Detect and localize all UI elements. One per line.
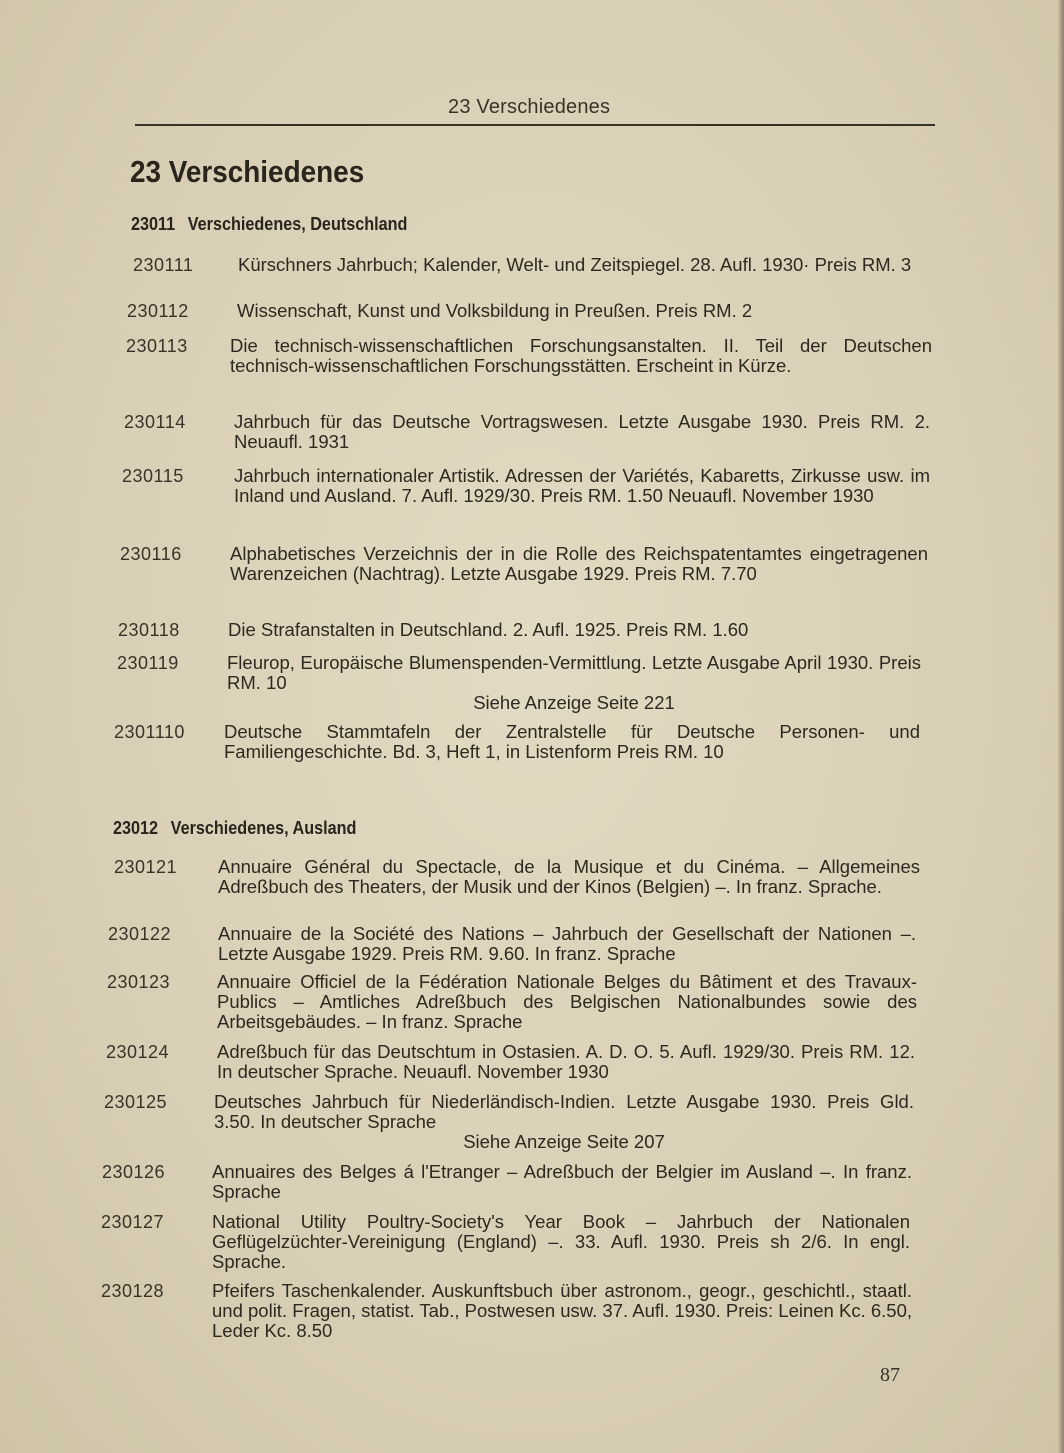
entry-number: 230119 [117,653,179,673]
entry-text: Jahrbuch für das Deutsche Vortragswesen. Letzte Ausgabe 1930. Preis RM. 2. Neuaufl. 1931 [234,411,930,452]
entry-text [214,1092,914,1152]
page-edge [1058,0,1064,1453]
page-number: 87 [880,1364,900,1386]
entry-text: Pfeifers Taschenkalender. Auskunftsbuch über astronom., geogr., geschichtl., staatl. und polit. Fragen, statist. Tab., Postwesen usw. 37. Aufl. 1930. Preis: Leinen Kc. 6.50, Leder Kc. 8.50 [212,1280,912,1341]
entry-text: Annuaire Officiel de la Fédération Nationale Belges du Bâtiment et des Travaux-Publics – Amtliches Adreßbuch des Belgischen Nationalbundes sowie des Arbeitsgebäudes. – In franz. Sprache [217,971,917,1032]
entry-text: Annuaire Général du Spectacle, de la Musique et du Cinéma. – Allgemeines Adreßbuch des Theaters, der Musik und der Kinos (Belgien) –. In franz. Sprache. [218,856,920,897]
section-number: 23011 [131,214,176,234]
entry-number: 230124 [106,1042,170,1062]
entry-number: 230116 [120,544,182,564]
entry-text [227,653,921,713]
entry-text: Jahrbuch internationaler Artistik. Adressen der Variétés, Kabaretts, Zirkusse usw. im Inland und Ausland. 7. Aufl. 1929/30. Preis RM. 1.50 Neuaufl. November 1930 [234,465,930,506]
entry-text: Die Strafanstalten in Deutschland. 2. Aufl. 1925. Preis RM. 1.60 [228,619,749,640]
entry-text: Wissenschaft, Kunst und Volksbildung in Preußen. Preis RM. 2 [237,300,753,321]
entry-number: 230115 [122,466,184,486]
chapter-title: 23 Verschiedenes [130,154,365,189]
section-title: Verschiedenes, Deutschland [187,214,408,234]
entry-text: Kürschners Jahrbuch; Kalender, Welt- und Zeitspiegel. 28. Aufl. 1930· Preis RM. 3 [238,254,912,275]
entry-text: Die technisch-wissenschaftlichen Forschungsanstalten. II. Teil der Deutschen technisch-wissenschaftlichen Forschungsstätten. Erscheint in Kürze. [230,335,932,376]
entry-number: 230114 [124,412,186,432]
entry-text: National Utility Poultry-Society's Year Book – Jahrbuch der Nationalen Geflügelzüchter-Vereinigung (England) –. 33. Aufl. 1930. Preis sh 2/6. In engl. Sprache. [212,1211,910,1272]
entry-body: Deutsches Jahrbuch für Niederländisch-Indien. Letzte Ausgabe 1930. Preis Gld. 3.50. In deutscher Sprache [214,1091,914,1132]
advertisement-reference: Siehe Anzeige Seite 221 [473,692,675,713]
section-title: Verschiedenes, Ausland [170,818,357,838]
entry-text: Annuaire de la Société des Nations – Jahrbuch der Gesellschaft der Nationen –. Letzte Ausgabe 1929. Preis RM. 9.60. In franz. Sprache [218,923,916,964]
section-number: 23012 [113,818,159,838]
entry-number: 230123 [107,972,171,992]
entry-text: Deutsche Stammtafeln der Zentralstelle für Deutsche Personen- und Familiengeschichte. Bd. 3, Heft 1, in Listenform Preis RM. 10 [224,721,920,762]
entry-number: 230112 [127,301,189,321]
entry-number: 2301110 [114,722,185,742]
entry-number: 230125 [104,1092,168,1112]
advertisement-reference: Siehe Anzeige Seite 207 [463,1131,665,1152]
entry-number: 230111 [133,255,194,275]
entry-text: Adreßbuch für das Deutschtum in Ostasien. A. D. O. 5. Aufl. 1929/30. Preis RM. 12. In deutscher Sprache. Neuaufl. November 1930 [217,1041,915,1082]
section-heading [113,818,356,839]
entry-number: 230127 [101,1212,165,1232]
entry-text: Alphabetisches Verzeichnis der in die Rolle des Reichspatentamtes eingetragenen Warenzeichen (Nachtrag). Letzte Ausgabe 1929. Preis RM. 7.70 [230,543,928,584]
section-heading [131,214,407,235]
entry-number: 230118 [118,620,180,640]
entry-number: 230126 [102,1162,166,1182]
entry-number: 230122 [108,924,172,944]
entry-number: 230113 [126,336,188,356]
entry-number: 230128 [101,1281,165,1301]
header-rule [135,124,935,126]
entry-number: 230121 [114,857,178,877]
entry-text: Annuaires des Belges á l'Etranger – Adreßbuch der Belgier im Ausland –. In franz. Sprache [212,1161,912,1202]
entry-body: Fleurop, Europäische Blumenspenden-Vermittlung. Letzte Ausgabe April 1930. Preis RM. 10 [227,652,921,693]
running-head: 23 Verschiedenes [448,96,611,118]
